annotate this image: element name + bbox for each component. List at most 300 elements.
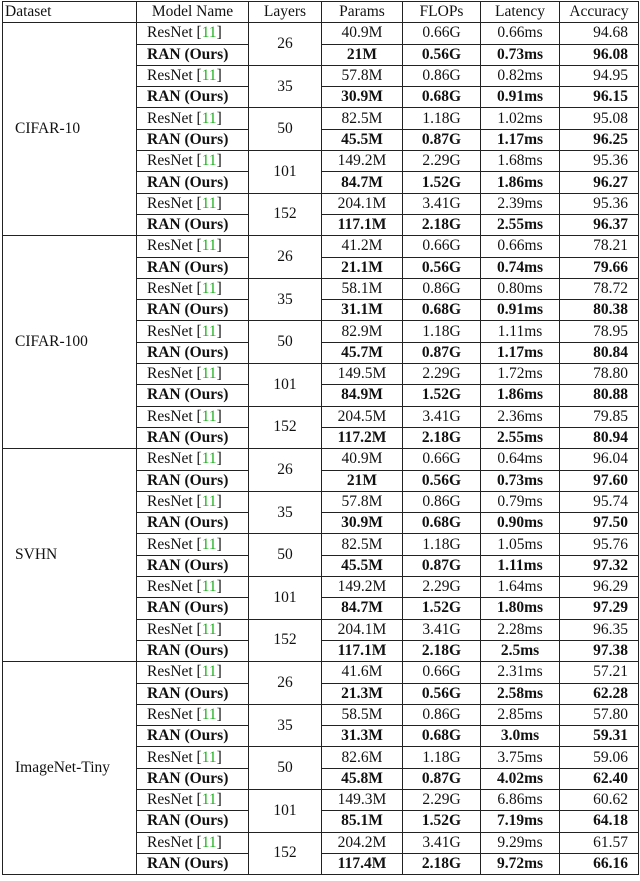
flops-cell: 1.52G xyxy=(403,811,481,832)
flops-cell: 0.87G xyxy=(403,768,481,789)
latency-cell: 0.73ms xyxy=(481,44,560,65)
latency-cell: 0.91ms xyxy=(481,300,560,321)
flops-cell: 0.66G xyxy=(403,449,481,470)
model-name-cell xyxy=(137,193,249,214)
citation-link: 11 xyxy=(201,109,217,127)
accuracy-cell: 80.94 xyxy=(560,427,639,448)
citation-open: [ xyxy=(196,67,202,85)
layers-cell: 50 xyxy=(249,321,322,364)
latency-cell: 1.11ms xyxy=(481,555,560,576)
citation-open: [ xyxy=(196,194,202,212)
citation-close: ] xyxy=(216,67,222,85)
flops-cell: 2.29G xyxy=(403,577,481,598)
table-row xyxy=(3,23,639,44)
flops-cell: 3.41G xyxy=(403,619,481,640)
model-name-cell: RAN (Ours) xyxy=(137,598,249,619)
latency-cell: 1.72ms xyxy=(481,364,560,385)
model-name-cell: RAN (Ours) xyxy=(137,513,249,534)
accuracy-cell: 78.95 xyxy=(560,321,639,342)
model-name-cell: RAN (Ours) xyxy=(137,427,249,448)
flops-cell: 0.86G xyxy=(403,704,481,725)
params-cell: 45.5M xyxy=(322,129,403,150)
model-name-cell: RAN (Ours) xyxy=(137,385,249,406)
layers-cell: 152 xyxy=(249,619,322,662)
citation-open: [ xyxy=(196,152,202,170)
flops-cell: 0.86G xyxy=(403,65,481,86)
header-dataset: Dataset xyxy=(3,2,137,23)
model-name-cell: RAN (Ours) xyxy=(137,300,249,321)
params-cell: 149.5M xyxy=(322,364,403,385)
citation-close: ] xyxy=(216,748,222,766)
table-row xyxy=(3,236,639,257)
accuracy-cell: 78.80 xyxy=(560,364,639,385)
citation-close: ] xyxy=(216,450,222,468)
accuracy-cell: 64.18 xyxy=(560,811,639,832)
model-name-cell xyxy=(137,364,249,385)
layers-cell: 152 xyxy=(249,406,322,449)
layers-cell: 101 xyxy=(249,789,322,832)
params-cell: 57.8M xyxy=(322,65,403,86)
citation-open: [ xyxy=(196,24,202,42)
params-cell: 41.2M xyxy=(322,236,403,257)
flops-cell: 2.18G xyxy=(403,853,481,874)
model-name-resnet: ResNet xyxy=(147,578,193,596)
layers-cell: 50 xyxy=(249,108,322,151)
layers-cell: 35 xyxy=(249,278,322,321)
accuracy-cell: 95.74 xyxy=(560,491,639,512)
model-name-cell: RAN (Ours) xyxy=(137,342,249,363)
citation-open: [ xyxy=(196,109,202,127)
latency-cell: 1.86ms xyxy=(481,172,560,193)
model-name-resnet: ResNet xyxy=(147,365,193,383)
accuracy-cell: 96.35 xyxy=(560,619,639,640)
params-cell: 30.9M xyxy=(322,87,403,108)
accuracy-cell: 97.60 xyxy=(560,470,639,491)
model-name-cell xyxy=(137,747,249,768)
model-name-resnet: ResNet xyxy=(147,791,193,809)
accuracy-cell: 61.57 xyxy=(560,832,639,853)
model-name-resnet: ResNet xyxy=(147,748,193,766)
model-name-resnet: ResNet xyxy=(147,152,193,170)
accuracy-cell: 94.68 xyxy=(560,23,639,44)
latency-cell: 0.64ms xyxy=(481,449,560,470)
citation-close: ] xyxy=(216,620,222,638)
latency-cell: 2.36ms xyxy=(481,406,560,427)
layers-cell: 101 xyxy=(249,577,322,620)
citation-link: 11 xyxy=(201,705,217,723)
model-name-cell: RAN (Ours) xyxy=(137,129,249,150)
params-cell: 82.9M xyxy=(322,321,403,342)
citation-close: ] xyxy=(216,152,222,170)
flops-cell: 1.18G xyxy=(403,108,481,129)
model-name-resnet: ResNet xyxy=(147,492,193,510)
model-name-cell xyxy=(137,278,249,299)
params-cell: 117.4M xyxy=(322,853,403,874)
flops-cell: 1.18G xyxy=(403,534,481,555)
citation-open: [ xyxy=(196,237,202,255)
citation-link: 11 xyxy=(201,152,217,170)
latency-cell: 0.73ms xyxy=(481,470,560,491)
dataset-cell: CIFAR-10 xyxy=(3,23,137,236)
model-name-resnet: ResNet xyxy=(147,620,193,638)
flops-cell: 2.29G xyxy=(403,364,481,385)
latency-cell: 1.17ms xyxy=(481,129,560,150)
citation-close: ] xyxy=(216,280,222,297)
model-name-cell: RAN (Ours) xyxy=(137,726,249,747)
citation-link: 11 xyxy=(201,407,217,425)
model-name-cell xyxy=(137,65,249,86)
flops-cell: 3.41G xyxy=(403,193,481,214)
latency-cell: 0.91ms xyxy=(481,87,560,108)
params-cell: 82.6M xyxy=(322,747,403,768)
latency-cell: 1.05ms xyxy=(481,534,560,555)
citation-link: 11 xyxy=(201,450,217,468)
params-cell: 149.3M xyxy=(322,789,403,810)
params-cell: 117.1M xyxy=(322,214,403,235)
model-name-cell xyxy=(137,789,249,810)
latency-cell: 0.82ms xyxy=(481,65,560,86)
params-cell: 31.3M xyxy=(322,726,403,747)
flops-cell: 1.18G xyxy=(403,747,481,768)
params-cell: 82.5M xyxy=(322,534,403,555)
model-name-cell xyxy=(137,108,249,129)
citation-open: [ xyxy=(196,578,202,596)
flops-cell: 3.41G xyxy=(403,832,481,853)
latency-cell: 0.90ms xyxy=(481,513,560,534)
latency-cell: 6.86ms xyxy=(481,789,560,810)
citation-close: ] xyxy=(216,365,222,383)
header-accuracy: Accuracy xyxy=(560,2,639,23)
citation-link: 11 xyxy=(201,663,217,681)
params-cell: 45.7M xyxy=(322,342,403,363)
layers-cell: 35 xyxy=(249,491,322,534)
flops-cell: 0.66G xyxy=(403,23,481,44)
params-cell: 40.9M xyxy=(322,449,403,470)
flops-cell: 2.18G xyxy=(403,427,481,448)
params-cell: 204.1M xyxy=(322,193,403,214)
latency-cell: 1.11ms xyxy=(481,321,560,342)
flops-cell: 0.68G xyxy=(403,87,481,108)
params-cell: 149.2M xyxy=(322,151,403,172)
flops-cell: 2.29G xyxy=(403,151,481,172)
flops-cell: 0.86G xyxy=(403,491,481,512)
latency-cell: 2.5ms xyxy=(481,640,560,661)
model-name-resnet: ResNet xyxy=(147,237,193,255)
model-name-cell: RAN (Ours) xyxy=(137,214,249,235)
latency-cell: 1.02ms xyxy=(481,108,560,129)
model-name-resnet: ResNet xyxy=(147,322,193,340)
citation-close: ] xyxy=(216,535,222,553)
model-name-cell: RAN (Ours) xyxy=(137,768,249,789)
citation-open: [ xyxy=(196,407,202,425)
layers-cell: 101 xyxy=(249,151,322,194)
model-name-cell xyxy=(137,704,249,725)
citation-open: [ xyxy=(196,322,202,340)
params-cell: 84.7M xyxy=(322,172,403,193)
citation-close: ] xyxy=(216,194,222,212)
citation-open: [ xyxy=(196,535,202,553)
latency-cell: 0.74ms xyxy=(481,257,560,278)
latency-cell: 1.80ms xyxy=(481,598,560,619)
layers-cell: 152 xyxy=(249,193,322,236)
accuracy-cell: 96.08 xyxy=(560,44,639,65)
layers-cell: 101 xyxy=(249,364,322,407)
citation-close: ] xyxy=(216,833,222,851)
citation-link: 11 xyxy=(201,24,217,42)
citation-link: 11 xyxy=(201,535,217,553)
params-cell: 45.5M xyxy=(322,555,403,576)
accuracy-cell: 79.85 xyxy=(560,406,639,427)
params-cell: 21.1M xyxy=(322,257,403,278)
latency-cell: 2.28ms xyxy=(481,619,560,640)
header-model-name: Model Name xyxy=(137,2,249,23)
flops-cell: 0.68G xyxy=(403,726,481,747)
accuracy-cell: 97.32 xyxy=(560,555,639,576)
latency-cell: 2.85ms xyxy=(481,704,560,725)
flops-cell: 0.68G xyxy=(403,300,481,321)
accuracy-cell: 95.36 xyxy=(560,151,639,172)
citation-open: [ xyxy=(196,492,202,510)
params-cell: 58.5M xyxy=(322,704,403,725)
flops-cell: 0.56G xyxy=(403,44,481,65)
params-cell: 30.9M xyxy=(322,513,403,534)
model-name-cell: RAN (Ours) xyxy=(137,640,249,661)
model-name-cell xyxy=(137,406,249,427)
accuracy-cell: 57.80 xyxy=(560,704,639,725)
flops-cell: 0.87G xyxy=(403,555,481,576)
header-params: Params xyxy=(322,2,403,23)
dataset-cell: SVHN xyxy=(3,449,137,662)
flops-cell: 1.52G xyxy=(403,172,481,193)
latency-cell: 1.17ms xyxy=(481,342,560,363)
model-name-cell xyxy=(137,321,249,342)
flops-cell: 0.66G xyxy=(403,662,481,683)
layers-cell: 26 xyxy=(249,662,322,705)
latency-cell: 0.80ms xyxy=(481,278,560,299)
citation-link: 11 xyxy=(201,237,217,255)
accuracy-cell: 96.29 xyxy=(560,577,639,598)
params-cell: 40.9M xyxy=(322,23,403,44)
model-name-cell xyxy=(137,151,249,172)
citation-link: 11 xyxy=(201,492,217,510)
flops-cell: 1.18G xyxy=(403,321,481,342)
table-row xyxy=(3,662,639,683)
accuracy-cell: 57.21 xyxy=(560,662,639,683)
layers-cell: 26 xyxy=(249,449,322,492)
citation-link: 11 xyxy=(201,620,217,638)
citation-link: 11 xyxy=(201,280,217,297)
model-name-resnet: ResNet xyxy=(147,109,193,127)
citation-close: ] xyxy=(216,791,222,809)
accuracy-cell: 80.38 xyxy=(560,300,639,321)
flops-cell: 3.41G xyxy=(403,406,481,427)
citation-close: ] xyxy=(216,663,222,681)
accuracy-cell: 97.50 xyxy=(560,513,639,534)
model-name-cell xyxy=(137,534,249,555)
latency-cell: 3.0ms xyxy=(481,726,560,747)
flops-cell: 0.68G xyxy=(403,513,481,534)
model-name-resnet: ResNet xyxy=(147,194,193,212)
model-name-cell: RAN (Ours) xyxy=(137,172,249,193)
params-cell: 45.8M xyxy=(322,768,403,789)
params-cell: 21M xyxy=(322,44,403,65)
latency-cell: 9.29ms xyxy=(481,832,560,853)
model-name-cell xyxy=(137,662,249,683)
flops-cell: 0.56G xyxy=(403,683,481,704)
accuracy-cell: 66.16 xyxy=(560,853,639,874)
flops-cell: 2.18G xyxy=(403,640,481,661)
header-row xyxy=(3,2,639,23)
accuracy-cell: 60.62 xyxy=(560,789,639,810)
model-name-cell: RAN (Ours) xyxy=(137,257,249,278)
accuracy-cell: 96.37 xyxy=(560,214,639,235)
citation-link: 11 xyxy=(201,194,217,212)
accuracy-cell: 80.88 xyxy=(560,385,639,406)
flops-cell: 0.56G xyxy=(403,470,481,491)
params-cell: 85.1M xyxy=(322,811,403,832)
latency-cell: 1.68ms xyxy=(481,151,560,172)
citation-close: ] xyxy=(216,237,222,255)
latency-cell: 2.31ms xyxy=(481,662,560,683)
flops-cell: 1.52G xyxy=(403,598,481,619)
header-layers: Layers xyxy=(249,2,322,23)
latency-cell: 2.55ms xyxy=(481,427,560,448)
header-flops: FLOPs xyxy=(403,2,481,23)
params-cell: 84.9M xyxy=(322,385,403,406)
latency-cell: 9.72ms xyxy=(481,853,560,874)
model-name-cell xyxy=(137,832,249,853)
params-cell: 117.1M xyxy=(322,640,403,661)
layers-cell: 50 xyxy=(249,747,322,790)
accuracy-cell: 96.25 xyxy=(560,129,639,150)
accuracy-cell: 79.66 xyxy=(560,257,639,278)
accuracy-cell: 62.28 xyxy=(560,683,639,704)
model-name-resnet: ResNet xyxy=(147,535,193,553)
citation-link: 11 xyxy=(201,322,217,340)
accuracy-cell: 95.08 xyxy=(560,108,639,129)
flops-cell: 0.87G xyxy=(403,342,481,363)
params-cell: 21.3M xyxy=(322,683,403,704)
results-table xyxy=(2,1,639,875)
accuracy-cell: 80.84 xyxy=(560,342,639,363)
accuracy-cell: 59.31 xyxy=(560,726,639,747)
params-cell: 31.1M xyxy=(322,300,403,321)
citation-close: ] xyxy=(216,705,222,723)
citation-link: 11 xyxy=(201,578,217,596)
model-name-cell: RAN (Ours) xyxy=(137,44,249,65)
layers-cell: 35 xyxy=(249,704,322,747)
accuracy-cell: 97.38 xyxy=(560,640,639,661)
model-name-cell xyxy=(137,619,249,640)
citation-open: [ xyxy=(196,620,202,638)
model-name-resnet: ResNet xyxy=(147,280,193,297)
model-name-resnet: ResNet xyxy=(147,24,193,42)
params-cell: 21M xyxy=(322,470,403,491)
citation-open: [ xyxy=(196,365,202,383)
citation-open: [ xyxy=(196,663,202,681)
latency-cell: 4.02ms xyxy=(481,768,560,789)
model-name-cell: RAN (Ours) xyxy=(137,470,249,491)
model-name-cell: RAN (Ours) xyxy=(137,811,249,832)
citation-link: 11 xyxy=(201,833,217,851)
header-latency: Latency xyxy=(481,2,560,23)
latency-cell: 0.66ms xyxy=(481,236,560,257)
latency-cell: 0.79ms xyxy=(481,491,560,512)
accuracy-cell: 96.15 xyxy=(560,87,639,108)
citation-link: 11 xyxy=(201,748,217,766)
citation-close: ] xyxy=(216,492,222,510)
model-name-cell: RAN (Ours) xyxy=(137,555,249,576)
params-cell: 149.2M xyxy=(322,577,403,598)
layers-cell: 26 xyxy=(249,236,322,279)
params-cell: 58.1M xyxy=(322,278,403,299)
layers-cell: 26 xyxy=(249,23,322,66)
accuracy-cell: 94.95 xyxy=(560,65,639,86)
citation-open: [ xyxy=(196,791,202,809)
table-body xyxy=(3,23,639,875)
latency-cell: 1.86ms xyxy=(481,385,560,406)
flops-cell: 2.29G xyxy=(403,789,481,810)
dataset-cell: ImageNet-Tiny xyxy=(3,662,137,875)
accuracy-cell: 97.29 xyxy=(560,598,639,619)
model-name-resnet: ResNet xyxy=(147,67,193,85)
accuracy-cell: 96.04 xyxy=(560,449,639,470)
latency-cell: 7.19ms xyxy=(481,811,560,832)
table-header xyxy=(3,2,639,23)
model-name-cell xyxy=(137,491,249,512)
params-cell: 41.6M xyxy=(322,662,403,683)
layers-cell: 35 xyxy=(249,65,322,108)
layers-cell: 50 xyxy=(249,534,322,577)
accuracy-cell: 59.06 xyxy=(560,747,639,768)
params-cell: 82.5M xyxy=(322,108,403,129)
params-cell: 117.2M xyxy=(322,427,403,448)
model-name-resnet: ResNet xyxy=(147,450,193,468)
model-name-cell: RAN (Ours) xyxy=(137,683,249,704)
latency-cell: 2.58ms xyxy=(481,683,560,704)
citation-link: 11 xyxy=(201,365,217,383)
accuracy-cell: 78.21 xyxy=(560,236,639,257)
accuracy-cell: 95.36 xyxy=(560,193,639,214)
params-cell: 57.8M xyxy=(322,491,403,512)
flops-cell: 0.66G xyxy=(403,236,481,257)
model-name-cell xyxy=(137,577,249,598)
params-cell: 204.2M xyxy=(322,832,403,853)
citation-close: ] xyxy=(216,24,222,42)
latency-cell: 2.39ms xyxy=(481,193,560,214)
table-row xyxy=(3,449,639,470)
latency-cell: 3.75ms xyxy=(481,747,560,768)
citation-open: [ xyxy=(196,705,202,723)
flops-cell: 1.52G xyxy=(403,385,481,406)
flops-cell: 0.86G xyxy=(403,278,481,299)
citation-open: [ xyxy=(196,833,202,851)
citation-close: ] xyxy=(216,322,222,340)
model-name-resnet: ResNet xyxy=(147,407,193,425)
flops-cell: 2.18G xyxy=(403,214,481,235)
model-name-resnet: ResNet xyxy=(147,833,193,851)
citation-open: [ xyxy=(196,748,202,766)
latency-cell: 1.64ms xyxy=(481,577,560,598)
model-name-cell: RAN (Ours) xyxy=(137,87,249,108)
flops-cell: 0.56G xyxy=(403,257,481,278)
accuracy-cell: 62.40 xyxy=(560,768,639,789)
accuracy-cell: 96.27 xyxy=(560,172,639,193)
model-name-cell xyxy=(137,449,249,470)
citation-open: [ xyxy=(196,280,202,297)
model-name-cell xyxy=(137,23,249,44)
layers-cell: 152 xyxy=(249,832,322,875)
